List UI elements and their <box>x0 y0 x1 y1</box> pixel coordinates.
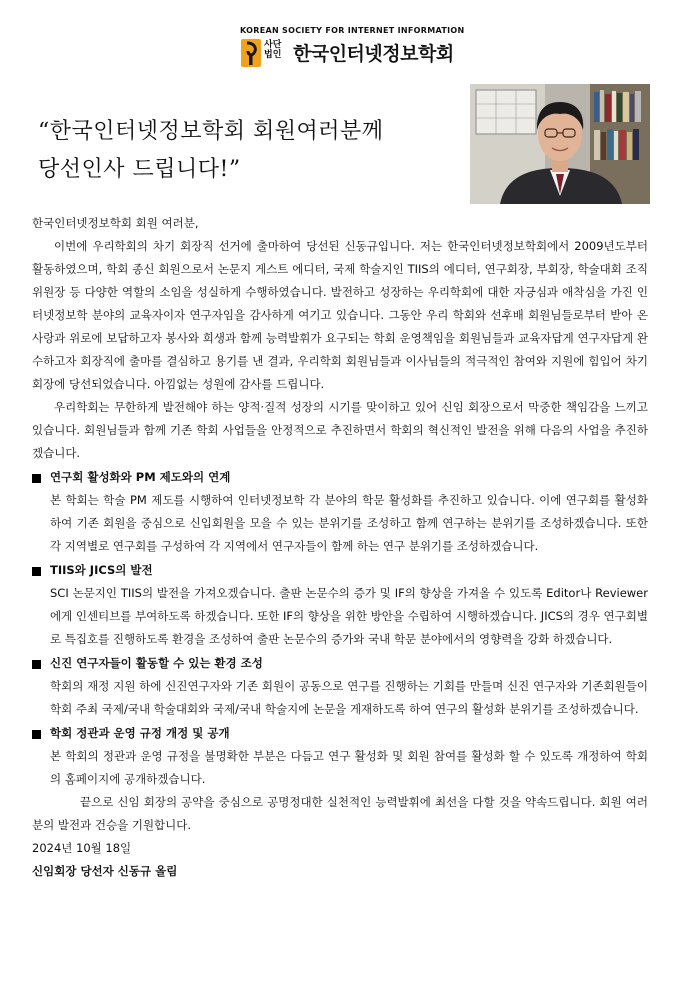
section-body-1: 본 학회는 학술 PM 제도를 시행하여 인터넷정보학 각 분야의 학문 활성화를 추진하고 있습니다. 이에 연구회를 활성화 하여 기존 회원을 중심으로 신입회원을 모을 수 있는 분위기를 조성하고 함께 연구하는 분위기를 조성하겠습니다. 또한 각 지역별로 연구회를 구성하여 각 지역에서 연구자들이 함께 하는 연구 분위기를 조성하겠습니다. <box>50 493 648 553</box>
org-type-label: 사단법인 <box>264 40 282 60</box>
paragraph-intro: 이번에 우리학회의 차기 회장직 선거에 출마하여 당선된 신동규입니다. 저는 한국인터넷정보학회에서 2009년도부터 활동하였으며, 학회 종신 회원으로서 논문지 게스트 에디터, 국제 학술지인 TIIS의 에디터, 연구회장, 부회장, 학술대회 조직위원장 등 다양한 역할의 소임을 성실하게 수행하였습니다. 발전하고 성장하는 우리학회에 대한 자긍심과 애착심을 가진 인터넷정보학 분야의 교육자이자 연구자임을 감사하게 여기고 있습니다. 그동안 우리 학회와 선후배 회원님들로부터 받아 온 사랑과 위로에 보답하고자 봉사와 희생과 함께 능력발휘가 요구되는 학회 운영책임을 회원님들과 교육자답게 연구자답게 완수하고자 회장직에 출마를 결심하고 용기를 낸 결과, 우리학회 회원님들과 이사님들의 적극적인 참여와 지원에 힘입어 차기 회장에 당선되었습니다. 아낌없는 성원에 감사를 드립니다. <box>32 239 648 391</box>
letter-body <box>32 212 648 883</box>
society-logo-icon <box>241 39 261 67</box>
society-header <box>0 16 699 72</box>
greeting: 한국인터넷정보학회 회원 여러분, <box>32 216 199 230</box>
section-title-2 <box>32 559 648 582</box>
section-title-text: TIIS와 JICS의 발전 <box>50 563 153 577</box>
president-photo <box>470 84 650 204</box>
section-title-text: 신진 연구자들이 활동할 수 있는 환경 조성 <box>50 656 263 670</box>
letter-date: 2024년 10월 18일 <box>32 841 132 855</box>
section-title-3 <box>32 652 648 675</box>
section-body-4: 본 학회의 정관과 운영 규정을 불명확한 부분은 다듬고 연구 활성화 및 회원 참여를 활성화 할 수 있도록 개정하여 학회의 홈페이지에 공개하겠습니다. <box>50 749 648 786</box>
section-body-3: 학회의 재정 지원 하에 신진연구자와 기존 회원이 공동으로 연구를 진행하는 기회를 만들며 신진 연구자와 기존회원들이 학회 주최 국제/국내 학술대회와 국제/국내 학술지에 논문을 게재하도록 하여 연구의 활성화 분위기를 조성하겠습니다. <box>50 679 648 716</box>
square-bullet-icon <box>32 567 41 576</box>
square-bullet-icon <box>32 730 41 739</box>
org-english-name: KOREAN SOCIETY FOR INTERNET INFORMATION <box>240 26 465 35</box>
closing-paragraph: 끝으로 신임 회장의 공약을 중심으로 공명정대한 실천적인 능력발휘에 최선을 다할 것을 약속드립니다. 회원 여러분의 발전과 건승을 기원합니다. <box>32 795 648 832</box>
title-line-1: “한국인터넷정보학회 회원여러분께 <box>38 119 384 144</box>
signature: 신임회장 당선자 신동규 올림 <box>32 864 178 878</box>
section-title-text: 학회 정관과 운영 규정 개정 및 공개 <box>50 726 230 740</box>
letter-title <box>38 113 478 189</box>
square-bullet-icon <box>32 474 41 483</box>
title-line-2: 당선인사 드립니다!” <box>38 157 241 182</box>
paragraph-plan: 우리학회는 무한하게 발전해야 하는 양적·질적 성장의 시기를 맞이하고 있어 신임 회장으로서 막중한 책임감을 느끼고 있습니다. 회원님들과 함께 기존 학회 사업들을 안정적으로 추진하면서 학회의 혁신적인 발전을 위해 다음의 사업을 추진하겠습니다. <box>32 400 648 460</box>
section-title-text: 연구회 활성화와 PM 제도와의 연계 <box>50 470 231 484</box>
org-korean-name: 한국인터넷정보학회 <box>293 43 454 65</box>
section-title-1 <box>32 466 648 489</box>
section-title-4 <box>32 722 648 745</box>
section-body-2: SCI 논문지인 TIIS의 발전을 가져오겠습니다. 출판 논문수의 증가 및 IF의 향상을 가져올 수 있도록 Editor나 Reviewer에게 인센티브를 부여하도록 하겠습니다. 또한 IF의 향상을 위한 방안을 수립하여 시행하겠습니다. JICS의 경우 연구회별로 특집호를 진행하도록 환경을 조성하여 출판 논문수의 증가와 국내 학문 분야에서의 영향력을 강화 하겠습니다. <box>50 586 648 646</box>
square-bullet-icon <box>32 660 41 669</box>
